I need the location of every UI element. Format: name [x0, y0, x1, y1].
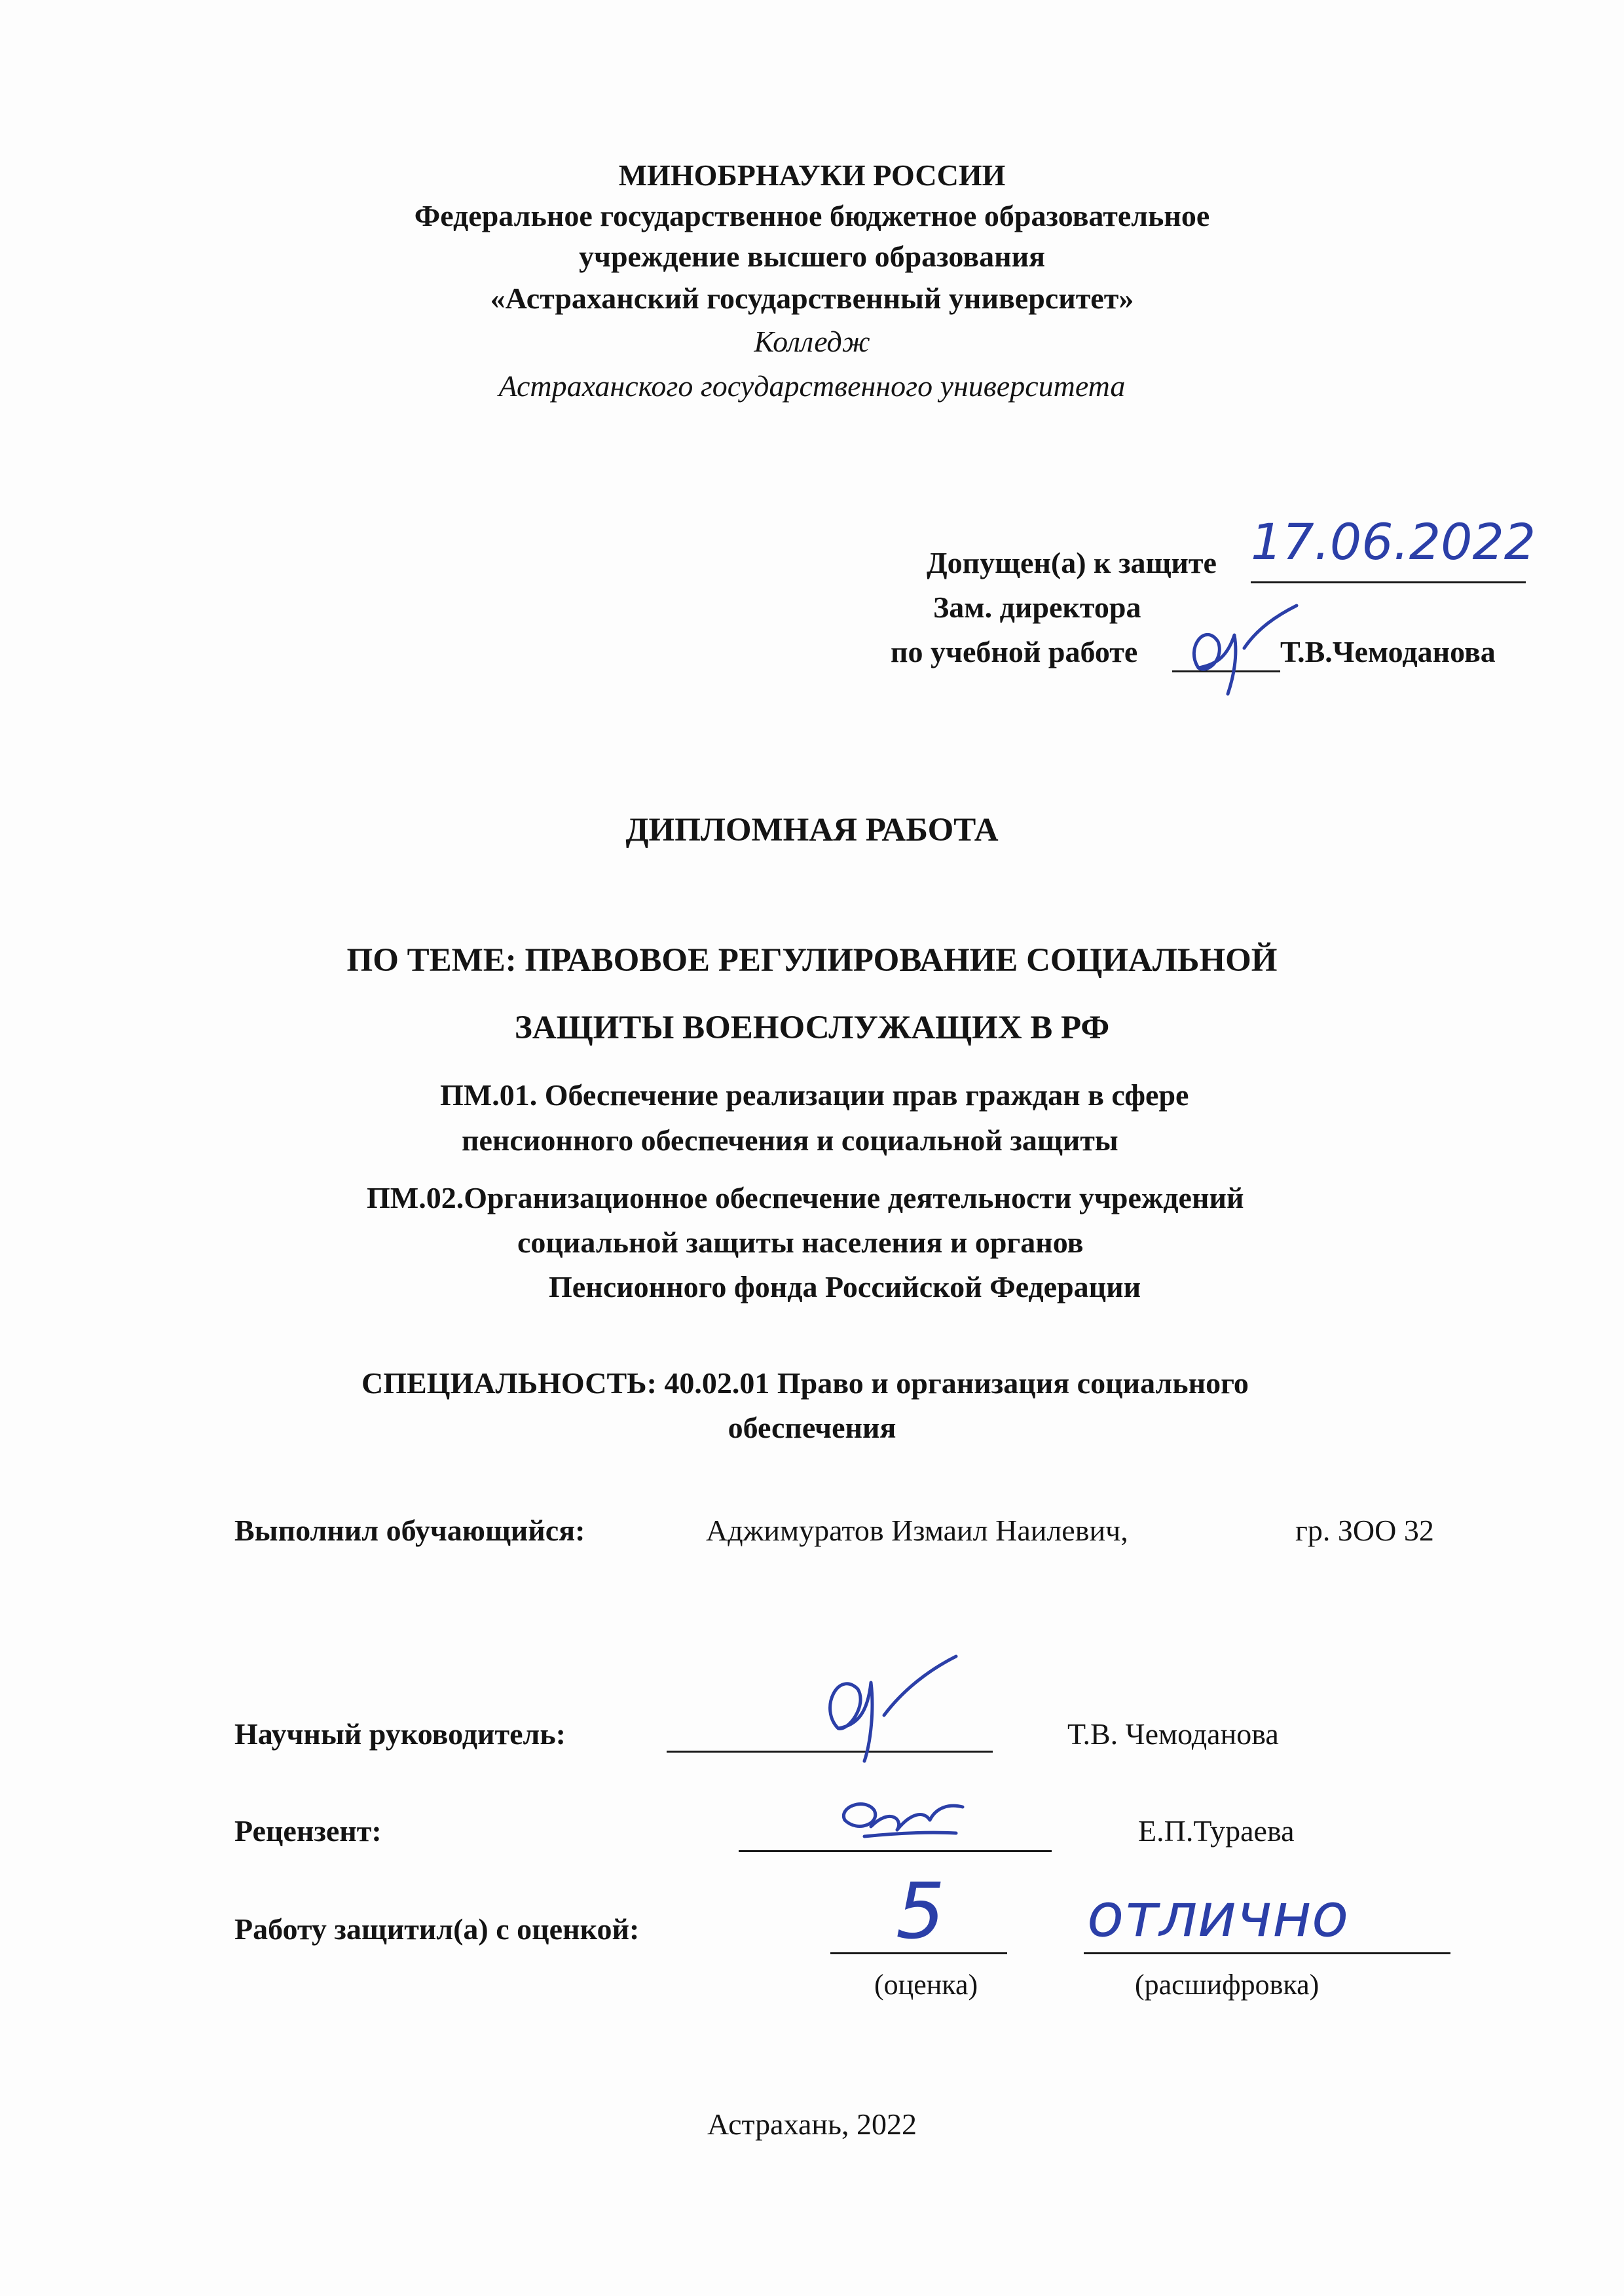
grade-words-caption: (расшифровка) — [1135, 1969, 1320, 2001]
admitted-date-line — [1251, 581, 1526, 583]
module-1-line-1: ПМ.01. Обеспечение реализации прав граждан в сфере — [440, 1078, 1189, 1112]
supervisor-signature — [786, 1650, 982, 1768]
work-type: ДИПЛОМНАЯ РАБОТА — [625, 812, 999, 848]
supervisor-name: Т.В. Чемоданова — [1067, 1717, 1279, 1751]
reviewer-label: Рецензент: — [234, 1814, 382, 1848]
author-group: гр. ЗОО 32 — [1295, 1514, 1434, 1547]
supervisor-label: Научный руководитель: — [234, 1717, 566, 1751]
admitted-label: Допущен(а) к защите — [927, 546, 1217, 579]
grade-words-handwritten: отлично — [1087, 1880, 1349, 1950]
grade-words-line — [1084, 1952, 1450, 1954]
specialty-line-2: обеспечения — [728, 1411, 896, 1444]
reviewer-signature — [825, 1781, 969, 1853]
grade-handwritten: 5 — [896, 1866, 946, 1956]
college-line-1: Колледж — [754, 325, 870, 358]
module-2-line-2: социальной защиты населения и органов — [517, 1226, 1084, 1259]
specialty-line-1: СПЕЦИАЛЬНОСТЬ: 40.02.01 Право и организация социального — [361, 1366, 1249, 1400]
author-name: Аджимуратов Измаил Наилевич, — [706, 1514, 1128, 1547]
organization-line-2: учреждение высшего образования — [579, 240, 1045, 273]
admitted-date-handwritten: 17.06.2022 — [1251, 513, 1536, 571]
topic-line-2: ЗАЩИТЫ ВОЕНОСЛУЖАЩИХ В РФ — [514, 1010, 1110, 1046]
topic-line-1: ПО ТЕМЕ: ПРАВОВОЕ РЕГУЛИРОВАНИЕ СОЦИАЛЬНОЙ — [346, 942, 1278, 979]
university-name: «Астраханский государственный университет» — [490, 282, 1134, 315]
defense-label: Работу защитил(а) с оценкой: — [234, 1912, 640, 1946]
reviewer-name: Е.П.Тураева — [1138, 1814, 1295, 1848]
author-label: Выполнил обучающийся: — [234, 1514, 585, 1547]
college-line-2: Астраханского государственного университета — [498, 369, 1126, 403]
module-2-line-3: Пенсионного фонда Российской Федерации — [549, 1270, 1141, 1303]
module-1-line-2: пенсионного обеспечения и социальной защиты — [462, 1123, 1118, 1157]
ministry-name: МИНОБРНАУКИ РОССИИ — [618, 158, 1006, 192]
city-year: Астрахань, 2022 — [707, 2107, 917, 2141]
module-2-line-1: ПМ.02.Организационное обеспечение деятельности учреждений — [367, 1181, 1244, 1214]
deputy-title: Зам. директора — [933, 591, 1141, 624]
deputy-name: Т.В.Чемоданова — [1280, 635, 1496, 668]
grade-caption: (оценка) — [874, 1969, 978, 2001]
organization-line-1: Федеральное государственное бюджетное образовательное — [414, 199, 1210, 232]
deputy-subtitle: по учебной работе — [891, 635, 1138, 668]
